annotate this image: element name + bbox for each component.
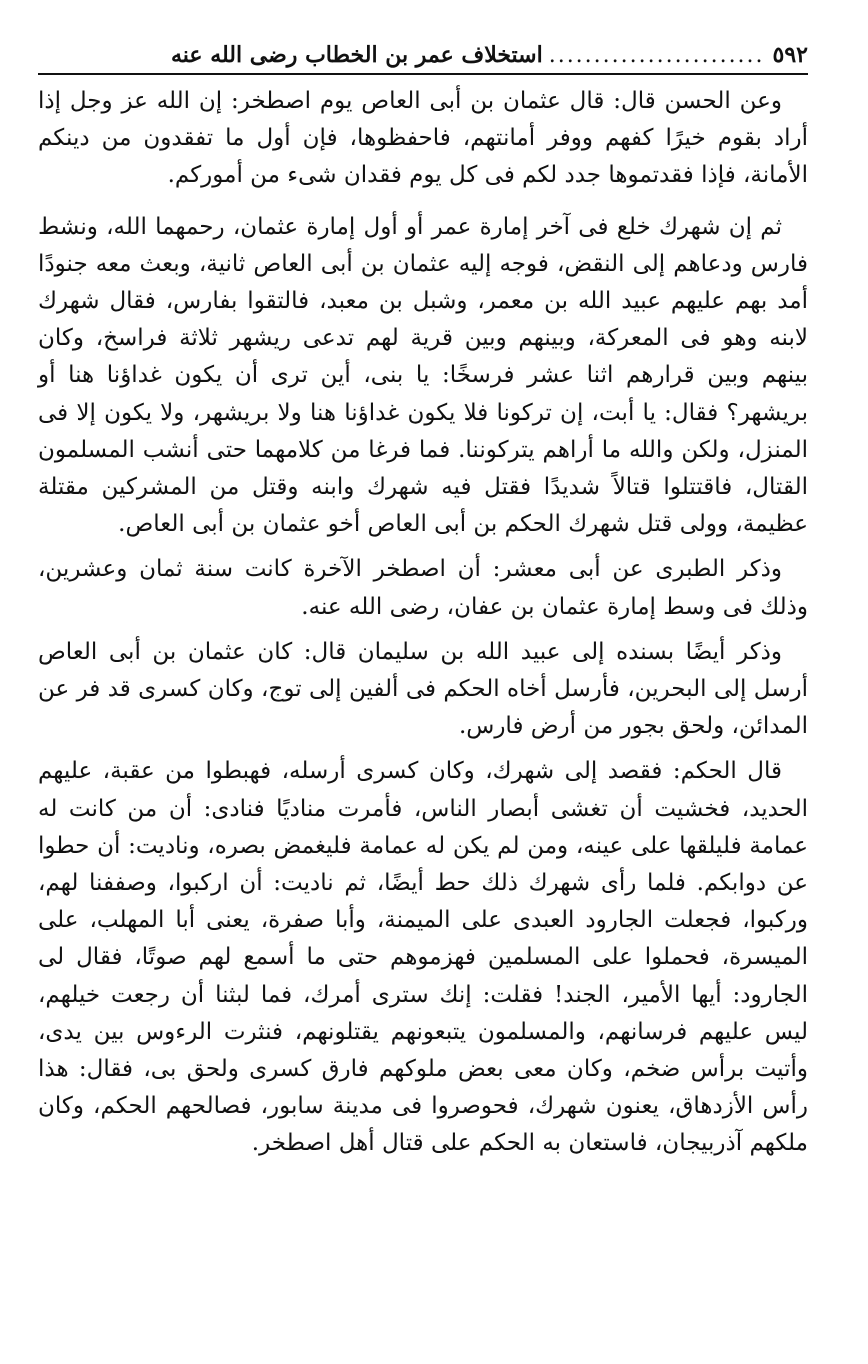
page-body [38,83,808,1163]
chapter-title: استخلاف عمر بن الخطاب رضى الله عنه [171,42,543,68]
paragraph-3: وذكر الطبرى عن أبى معشر: أن اصطخر الآخرة كانت سنة ثمان وعشرين، وذلك فى وسط إمارة عثمان بن عفان، رضى الله عنه. [38,556,808,620]
running-header [38,40,808,75]
header-leader-dots: ........................ [548,43,765,68]
paragraph-5: قال الحكم: فقصد إلى شهرك، وكان كسرى أرسله، فهبطوا من عقبة، عليهم الحديد، فخشيت أن تغشى أبصار الناس، فأمرت مناديًا فنادى: أن من كانت له عمامة فليلقها على عينه، ومن لم يكن له عمامة فليغمض بصره، وناديت: أن حطوا عن دوابكم. فلما رأى شهرك ذلك حط أيضًا، ثم ناديت: أن اركبوا، وصففنا لهم، وركبوا، فجعلت الجارود العبدى على الميمنة، وأبا صفرة، يعنى أبا المهلب، على الميسرة، فحملوا على المسلمين فهزموهم حتى ما أسمع لهم صوتًا، فقال لى الجارود: أيها الأمير، الجند! فقلت: إنك سترى أمرك، فما لبثنا أن رجعت خيلهم، ليس عليهم فرسانهم، والمسلمون يتبعونهم يقتلونهم، فنثرت الرءوس بين يدى، وأتيت برأس ضخم، وكان معى بعض ملوكهم فارق كسرى ولحق بى، فقال: هذا رأس الأزدهاق، يعنون شهرك، فحوصروا فى مدينة سابور، فصالحهم الحكم، وكان ملكهم آذربيجان، فاستعان به الحكم على قتال أهل اصطخر. [38,758,808,1157]
page-number: ٥٩٢ [772,42,808,68]
paragraph-2: ثم إن شهرك خلع فى آخر إمارة عمر أو أول إمارة عثمان، رحمهما الله، ونشط فارس ودعاهم إلى النقض، فوجه إليه عثمان بن أبى العاص ثانية، وبعث معه جنودًا أمد بهم عليهم عبيد الله بن معمر، وشبل بن معبد، فالتقوا بفارس، فقال شهرك لابنه وهو فى المعركة، وبينهم وبين قرية لهم تدعى ريشهر ثلاثة فراسخ، وكان بينهم وبين قرارهم اثنا عشر فرسخًا: يا بنى، أين ترى أن يكون غداؤنا هنا أو بريشهر؟ فقال: يا أبت، إن تركونا فلا يكون غداؤنا هنا ولا بريشهر، ولا يكون إلا فى المنزل، ولكن والله ما أراهم يتركوننا. فما فرغا من كلامهما حتى أنشب المسلمون القتال، فاقتتلوا قتالاً شديدًا فقتل فيه شهرك وابنه وقتل من المشركين مقتلة عظيمة، وولى قتل شهرك الحكم بن أبى العاص أخو عثمان بن أبى العاص. [38,213,808,538]
paragraph-4: وذكر أيضًا بسنده إلى عبيد الله بن سليمان قال: كان عثمان بن أبى العاص أرسل إلى البحرين، فأرسل أخاه الحكم فى ألفين إلى توج، وكان كسرى قد فر عن المدائن، ولحق بجور من أرض فارس. [38,638,808,740]
paragraph-1: وعن الحسن قال: قال عثمان بن أبى العاص يوم اصطخر: إن الله عز وجل إذا أراد بقوم خيرًا كفهم ووفر أمانتهم، فاحفظوها، فإن أول ما تفقدون من دينكم الأمانة، فإذا فقدتموها جدد لكم فى كل يوم فقدان شىء من أموركم. [38,88,808,189]
